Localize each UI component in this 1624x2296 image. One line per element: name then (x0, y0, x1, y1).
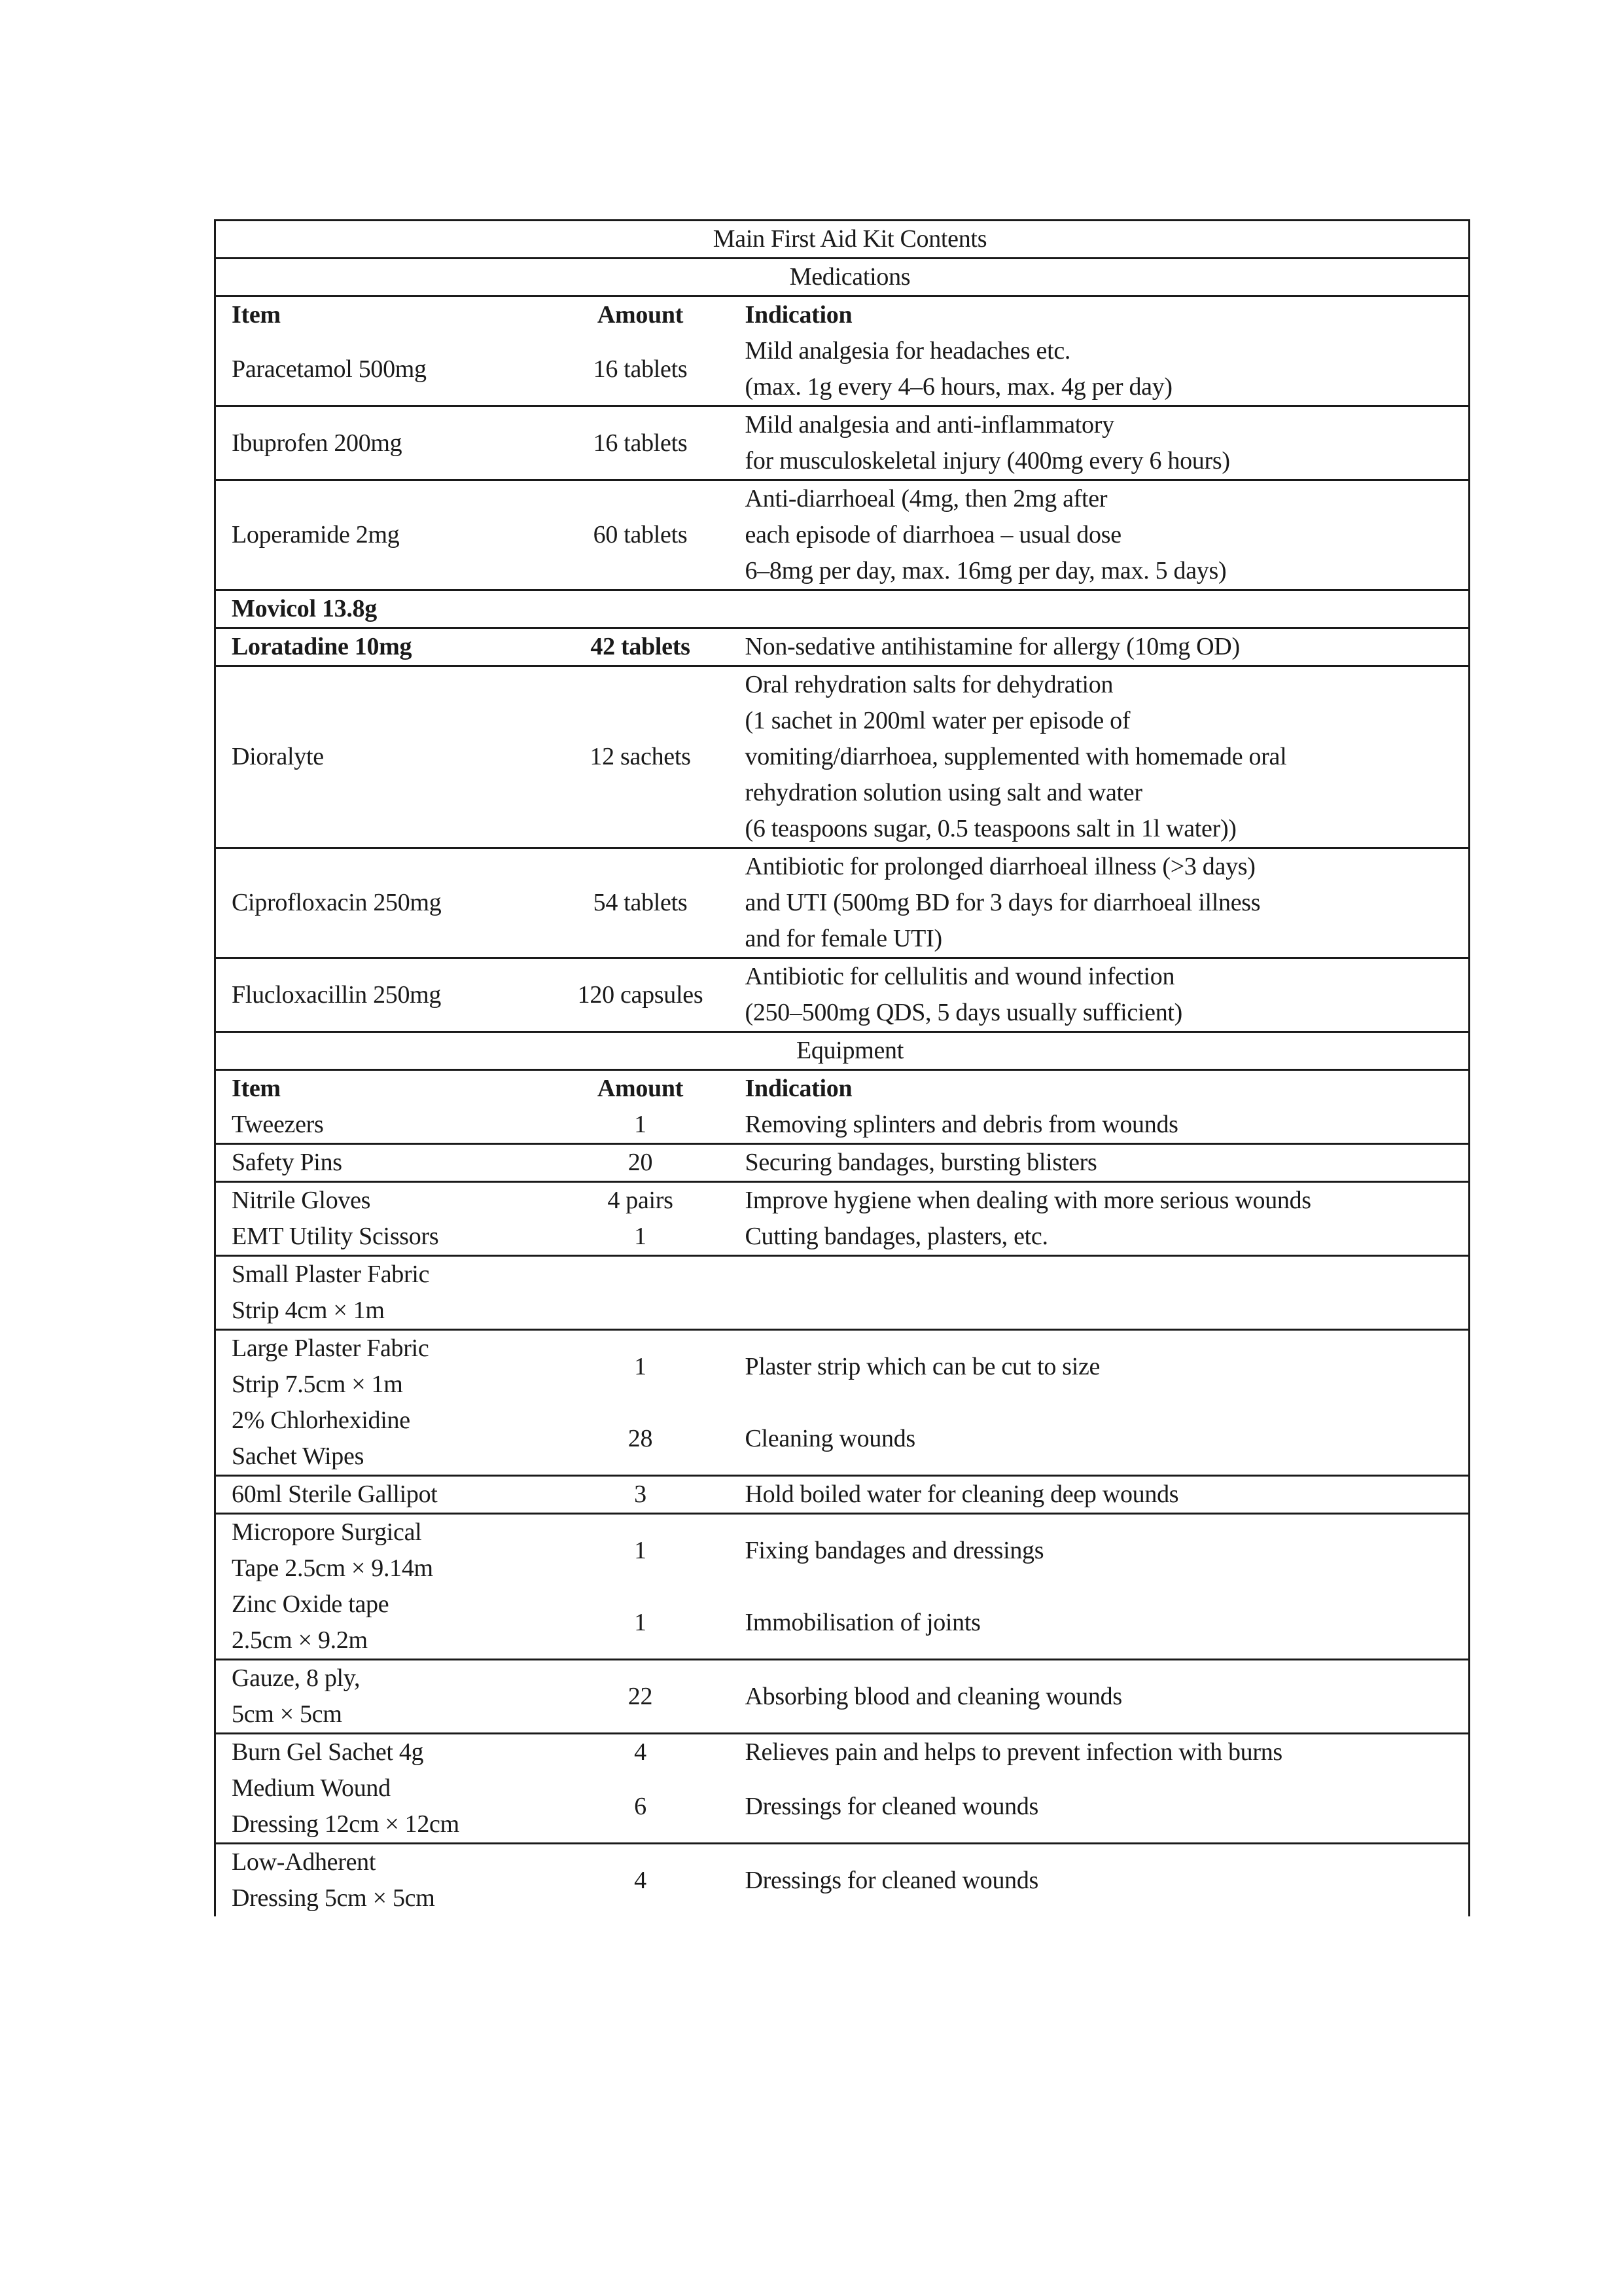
amount-cell (552, 1256, 730, 1330)
indication-cell (730, 1182, 1470, 1219)
section-title-equipment: Equipment (215, 1032, 1470, 1070)
indication-line: Antibiotic for prolonged diarrhoeal illness (>3 days) (745, 853, 1256, 880)
indication-cell (730, 1587, 1470, 1660)
item-line: Burn Gel Sachet 4g (232, 1738, 424, 1766)
indication-line: Fixing bandages and dressings (745, 1536, 1044, 1564)
indication-line: Dressings for cleaned wounds (745, 1866, 1039, 1894)
item-line: Movicol 13.8g (232, 595, 377, 622)
table-row (215, 1256, 1470, 1330)
amount-cell: 1 (552, 1514, 730, 1587)
item-cell (215, 590, 552, 628)
indication-line: for musculoskeletal injury (400mg every 6 hours) (745, 447, 1230, 475)
item-cell (215, 1770, 552, 1844)
item-line: Ciprofloxacin 250mg (232, 889, 442, 916)
indication-line: Oral rehydration salts for dehydration (745, 671, 1114, 698)
table-row (215, 1182, 1470, 1219)
amount-cell: 120 capsules (552, 958, 730, 1032)
indication-line: (250–500mg QDS, 5 days usually sufficient) (745, 999, 1183, 1026)
table-row (215, 333, 1470, 406)
table-row (215, 1660, 1470, 1734)
indication-cell (730, 590, 1470, 628)
indication-line: Relieves pain and helps to prevent infection with burns (745, 1738, 1282, 1766)
item-cell (215, 1514, 552, 1587)
indication-line: (1 sachet in 200ml water per episode of (745, 707, 1131, 734)
indication-line: each episode of diarrhoea – usual dose (745, 521, 1121, 548)
indication-line: 6–8mg per day, max. 16mg per day, max. 5 days) (745, 557, 1227, 584)
section-row-medications (215, 259, 1470, 296)
item-line: Dressing 5cm × 5cm (232, 1884, 435, 1912)
item-line: Gauze, 8 ply, (232, 1664, 361, 1692)
table-row (215, 958, 1470, 1032)
column-header-item: Item (215, 1070, 552, 1107)
amount-cell: 4 (552, 1844, 730, 1917)
column-header-item: Item (215, 296, 552, 334)
table-row (215, 666, 1470, 848)
item-cell (215, 1107, 552, 1144)
column-header-indication: Indication (730, 296, 1470, 334)
indication-line: Cutting bandages, plasters, etc. (745, 1223, 1048, 1250)
indication-cell (730, 1403, 1470, 1476)
indication-line: rehydration solution using salt and water (745, 779, 1142, 806)
item-line: Tweezers (232, 1111, 324, 1138)
section-row-equipment (215, 1032, 1470, 1070)
section-title-medications: Medications (215, 259, 1470, 296)
amount-cell: 54 tablets (552, 848, 730, 958)
item-line: Loperamide 2mg (232, 521, 400, 548)
indication-line: Immobilisation of joints (745, 1608, 981, 1636)
column-header-amount: Amount (552, 296, 730, 334)
amount-cell: 1 (552, 1330, 730, 1403)
table-row (215, 1107, 1470, 1144)
table-row (215, 480, 1470, 590)
item-cell (215, 1330, 552, 1403)
table-row (215, 1734, 1470, 1771)
item-line: Safety Pins (232, 1149, 342, 1176)
item-line: Strip 4cm × 1m (232, 1297, 385, 1324)
amount-cell: 1 (634, 1608, 646, 1636)
item-cell (215, 1144, 552, 1182)
item-cell (215, 406, 552, 480)
item-cell (215, 628, 552, 666)
item-line: Strip 7.5cm × 1m (232, 1371, 403, 1398)
indication-line: and UTI (500mg BD for 3 days for diarrhoeal illness (745, 889, 1261, 916)
indication-line: (6 teaspoons sugar, 0.5 teaspoons salt in 1l water)) (745, 815, 1237, 842)
indication-cell (730, 1844, 1470, 1917)
item-line: Sachet Wipes (232, 1443, 364, 1470)
indication-line: Mild analgesia and anti-inflammatory (745, 411, 1114, 439)
item-cell (215, 1587, 552, 1660)
table-title-row (215, 221, 1470, 259)
amount-cell: 1 (634, 1111, 646, 1138)
column-header-indication: Indication (730, 1070, 1470, 1107)
amount-cell: 16 tablets (552, 406, 730, 480)
table-row (215, 1514, 1470, 1587)
item-line: Zinc Oxide tape (232, 1590, 389, 1618)
item-line: EMT Utility Scissors (232, 1223, 439, 1250)
item-cell (215, 1660, 552, 1734)
indication-cell (730, 406, 1470, 480)
indication-line: Cleaning wounds (745, 1424, 915, 1452)
column-header-row-equipment (215, 1070, 1470, 1107)
amount-cell: 12 sachets (552, 666, 730, 848)
indication-line: Removing splinters and debris from wounds (745, 1111, 1178, 1138)
indication-cell (730, 628, 1470, 666)
indication-cell (730, 1734, 1470, 1771)
amount-cell: 28 (627, 1424, 653, 1452)
amount-cell: 60 tablets (552, 480, 730, 590)
amount-cell: 3 (552, 1476, 730, 1514)
item-cell (215, 1219, 552, 1256)
table-row (215, 1844, 1470, 1917)
indication-cell (730, 1144, 1470, 1182)
indication-cell (730, 333, 1470, 406)
indication-cell (730, 1770, 1470, 1844)
item-cell (215, 958, 552, 1032)
table-title: Main First Aid Kit Contents (713, 225, 987, 253)
item-line: Paracetamol 500mg (232, 355, 427, 383)
indication-line: Anti-diarrhoeal (4mg, then 2mg after (745, 485, 1108, 512)
indication-cell (730, 666, 1470, 848)
table-row (215, 628, 1470, 666)
indication-line: Improve hygiene when dealing with more serious wounds (745, 1187, 1311, 1214)
indication-line: and for female UTI) (745, 925, 942, 952)
table-row (215, 1219, 1470, 1256)
item-line: Micropore Surgical (232, 1518, 422, 1546)
item-cell (215, 333, 552, 406)
item-line: Flucloxacillin 250mg (232, 980, 442, 1009)
indication-cell (730, 1476, 1470, 1514)
item-line: 2.5cm × 9.2m (232, 1626, 368, 1654)
item-line: Medium Wound (232, 1774, 391, 1802)
indication-cell (730, 1514, 1470, 1587)
indication-line: Plaster strip which can be cut to size (745, 1352, 1101, 1380)
indication-line: Dressings for cleaned wounds (745, 1792, 1039, 1820)
item-cell (215, 1182, 552, 1219)
indication-cell (730, 480, 1470, 590)
amount-cell: 6 (634, 1792, 646, 1820)
amount-cell: 4 pairs (552, 1182, 730, 1219)
indication-cell (730, 848, 1470, 958)
item-line: Tape 2.5cm × 9.14m (232, 1554, 433, 1582)
amount-cell: 22 (552, 1660, 730, 1734)
item-line: 60ml Sterile Gallipot (232, 1480, 438, 1508)
table-body (215, 221, 1470, 1917)
item-cell (215, 480, 552, 590)
table-row (215, 406, 1470, 480)
amount-cell: 4 (552, 1734, 730, 1771)
column-header-row-medications (215, 296, 1470, 334)
item-line: Large Plaster Fabric (232, 1335, 429, 1362)
item-cell (215, 1403, 552, 1476)
item-line: 5cm × 5cm (232, 1700, 342, 1728)
amount-cell: 20 (552, 1144, 730, 1182)
indication-cell (730, 958, 1470, 1032)
table-row (215, 1770, 1470, 1844)
item-line: Nitrile Gloves (232, 1187, 371, 1214)
table-row (215, 1330, 1470, 1403)
indication-line: (max. 1g every 4–6 hours, max. 4g per day) (745, 373, 1173, 401)
amount-cell: 42 tablets (552, 628, 730, 666)
indication-line: Hold boiled water for cleaning deep wounds (745, 1480, 1179, 1508)
item-line: Small Plaster Fabric (232, 1261, 430, 1288)
indication-cell (730, 1219, 1470, 1256)
table-row (215, 1144, 1470, 1182)
item-cell (215, 1734, 552, 1771)
table-row (215, 590, 1470, 628)
item-line: Ibuprofen 200mg (232, 429, 402, 457)
indication-line: Mild analgesia for headaches etc. (745, 337, 1071, 365)
item-line: Dressing 12cm × 12cm (232, 1810, 459, 1838)
item-cell (215, 848, 552, 958)
item-line: Dioralyte (232, 743, 324, 770)
table-row (215, 1476, 1470, 1514)
indication-cell (730, 1330, 1470, 1403)
item-line: 2% Chlorhexidine (232, 1407, 410, 1434)
indication-line: Non-sedative antihistamine for allergy (10mg OD) (745, 633, 1240, 660)
amount-cell: 1 (634, 1223, 646, 1250)
table-row (215, 1403, 1470, 1476)
item-line: Loratadine 10mg (232, 633, 412, 660)
first-aid-kit-table (214, 219, 1470, 1916)
indication-cell (730, 1107, 1470, 1144)
indication-cell (730, 1660, 1470, 1734)
amount-cell: 16 tablets (593, 355, 688, 383)
indication-line: Absorbing blood and cleaning wounds (745, 1682, 1122, 1710)
item-cell (215, 1256, 552, 1330)
item-line: Low-Adherent (232, 1848, 376, 1876)
indication-line: vomiting/diarrhoea, supplemented with homemade oral (745, 743, 1287, 770)
indication-line: Securing bandages, bursting blisters (745, 1149, 1097, 1176)
column-header-amount: Amount (552, 1070, 730, 1107)
indication-cell (730, 1256, 1470, 1330)
item-cell (215, 1476, 552, 1514)
table-row (215, 848, 1470, 958)
item-cell (215, 1844, 552, 1917)
item-cell (215, 666, 552, 848)
indication-line: Antibiotic for cellulitis and wound infection (745, 963, 1175, 990)
amount-cell (552, 590, 730, 628)
table-row (215, 1587, 1470, 1660)
